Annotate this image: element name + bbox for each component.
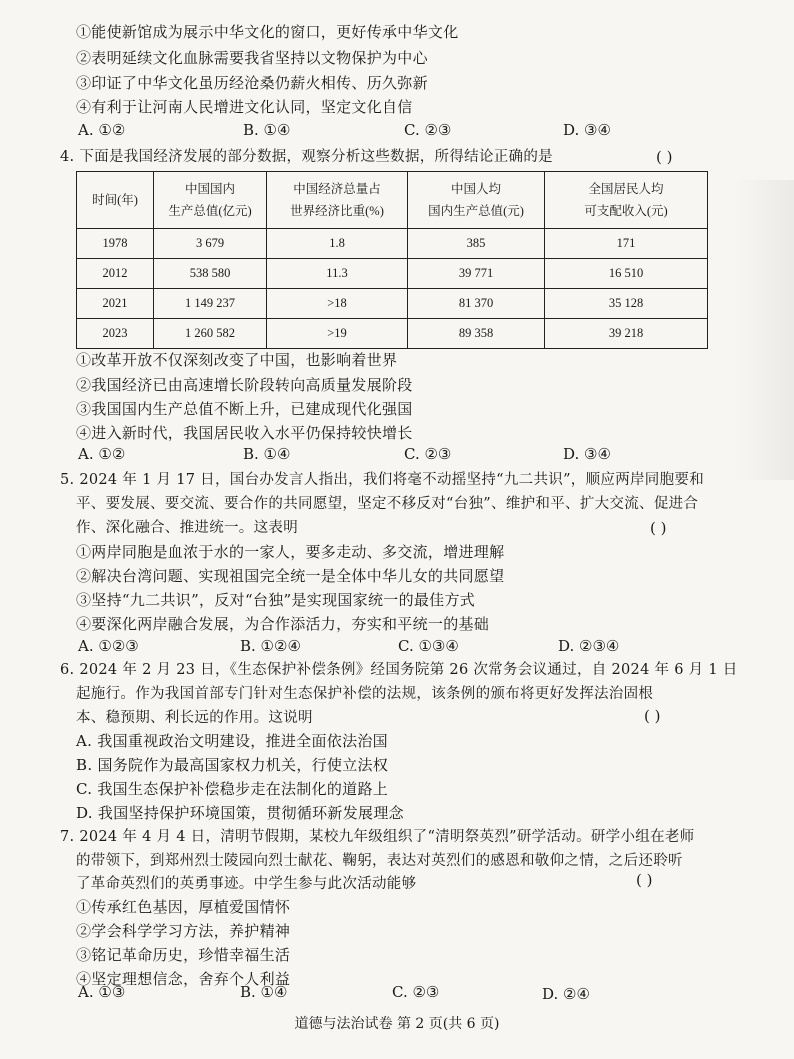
q4-item-3: ③我国国内生产总值不断上升，已建成现代化强国: [76, 400, 413, 418]
col-header-year: 时间(年): [77, 172, 154, 229]
top-item-2: ②表明延续文化血脉需要我省坚持以文物保护为中心: [76, 49, 428, 67]
q7-item-3: ③铭记革命历史，珍惜幸福生活: [76, 946, 291, 964]
q7-stem-line-2: 的带领下，到郑州烈士陵园向烈士献花、鞠躬，表达对英烈们的感恩和敬仰之情，之后还聆听: [76, 853, 683, 869]
q4-item-4: ④进入新时代，我国居民收入水平仍保持较快增长: [76, 424, 413, 442]
q5-stem-line-1: 5. 2024 年 1 月 17 日，国台办发言人指出，我们将毫不动摇坚持“九二共识”，顺应两岸同胞要和: [60, 472, 704, 488]
table-cell: 89 358: [408, 319, 545, 349]
q7-option-a: A. ①③: [78, 983, 126, 1001]
scan-shadow: [734, 180, 794, 480]
q5-option-b: B. ①②④: [240, 637, 301, 655]
table-cell: 81 370: [408, 289, 545, 319]
q7-item-4: ④坚定理想信念，舍弃个人利益: [76, 970, 291, 988]
table-cell: >19: [267, 319, 408, 349]
table-cell: 2023: [77, 319, 154, 349]
q5-option-a: A. ①②③: [78, 637, 139, 655]
q5-item-2: ②解决台湾问题、实现祖国完全统一是全体中华儿女的共同愿望: [76, 567, 505, 585]
q5-item-4: ④要深化两岸融合发展，为合作添活力，夯实和平统一的基础: [76, 615, 490, 633]
top-option-c: C. ②③: [404, 121, 452, 139]
table-header-row: [77, 172, 708, 229]
q4-option-d: D. ③④: [563, 445, 611, 463]
q5-answer-paren: ( ): [650, 519, 667, 537]
table-cell: 1.8: [267, 229, 408, 259]
q4-item-1: ①改革开放不仅深刻改变了中国，也影响着世界: [76, 351, 398, 369]
q4-stem: 4. 下面是我国经济发展的部分数据，观察分析这些数据，所得结论正确的是: [60, 149, 553, 165]
table-cell: 39 218: [545, 319, 708, 349]
q6-option-d: D. 我国坚持保护环境国策，贯彻循环新发展理念: [76, 804, 404, 822]
q4-option-c: C. ②③: [404, 445, 452, 463]
q5-option-c: C. ①③④: [398, 637, 459, 655]
table-cell: >18: [267, 289, 408, 319]
col-header-income: 全国居民人均 可支配收入(元): [545, 172, 708, 229]
q6-stem-line-1: 6. 2024 年 2 月 23 日，《生态保护补偿条例》经国务院第 26 次常务会议通过，自 2024 年 6 月 1 日: [60, 662, 738, 678]
table-cell: 39 771: [408, 259, 545, 289]
q4-answer-paren: ( ): [656, 148, 673, 166]
page-footer: 道德与法治试卷 第 2 页(共 6 页): [294, 1016, 500, 1032]
table-cell: 11.3: [267, 259, 408, 289]
table-cell: 1978: [77, 229, 154, 259]
q6-option-c: C. 我国生态保护补偿稳步走在法制化的道路上: [76, 780, 389, 798]
col-header-world-share: 中国经济总量占 世界经济比重(%): [267, 172, 408, 229]
col-header-per-capita-gdp: 中国人均 国内生产总值(元): [408, 172, 545, 229]
q5-option-d: D. ②③④: [558, 637, 620, 655]
table-cell: 16 510: [545, 259, 708, 289]
table-cell: 171: [545, 229, 708, 259]
top-item-4: ④有利于让河南人民增进文化认同，坚定文化自信: [76, 98, 413, 116]
table-cell: 2021: [77, 289, 154, 319]
top-option-d: D. ③④: [563, 121, 611, 139]
economy-table: [76, 171, 708, 349]
col-header-gdp: 中国国内 生产总值(亿元): [154, 172, 267, 229]
table-cell: 1 260 582: [154, 319, 267, 349]
q5-stem-line-2: 平、要发展、要交流、要合作的共同愿望，坚定不移反对“台独”、维护和平、扩大交流、促进合: [76, 496, 699, 512]
top-item-1: ①能使新馆成为展示中华文化的窗口，更好传承中华文化: [76, 23, 459, 41]
q6-stem-line-2: 起施行。作为我国首部专门针对生态保护补偿的法规，该条例的颁布将更好发挥法治固根: [76, 686, 654, 702]
table-row: [77, 259, 708, 289]
q6-option-b: B. 国务院作为最高国家权力机关，行使立法权: [76, 756, 389, 774]
q4-option-b: B. ①④: [243, 445, 291, 463]
q7-option-d: D. ②④: [542, 985, 590, 1003]
table-cell: 538 580: [154, 259, 267, 289]
q7-item-2: ②学会科学学习方法，养护精神: [76, 922, 291, 940]
table-cell: 1 149 237: [154, 289, 267, 319]
top-option-b: B. ①④: [243, 121, 291, 139]
q4-item-2: ②我国经济已由高速增长阶段转向高质量发展阶段: [76, 376, 413, 394]
q6-option-a: A. 我国重视政治文明建设，推进全面依法治国: [76, 732, 388, 750]
q5-item-3: ③坚持“九二共识”，反对“台独”是实现国家统一的最佳方式: [76, 591, 476, 609]
table-cell: 2012: [77, 259, 154, 289]
table-cell: 3 679: [154, 229, 267, 259]
top-option-a: A. ①②: [78, 121, 126, 139]
q6-stem-line-3: 本、稳预期、利长远的作用。这说明: [76, 710, 313, 726]
q6-answer-paren: ( ): [644, 707, 661, 725]
table-cell: 35 128: [545, 289, 708, 319]
q5-stem-line-3: 作、深化融合、推进统一。这表明: [76, 520, 298, 536]
q7-stem-line-3: 了革命英烈们的英勇事迹。中学生参与此次活动能够: [76, 876, 417, 892]
table-cell: 385: [408, 229, 545, 259]
table-row: [77, 289, 708, 319]
table-row: [77, 319, 708, 349]
q4-option-a: A. ①②: [78, 445, 126, 463]
q7-option-c: C. ②③: [392, 983, 440, 1001]
table-row: [77, 229, 708, 259]
top-item-3: ③印证了中华文化虽历经沧桑仍薪火相传、历久弥新: [76, 74, 428, 92]
q5-item-1: ①两岸同胞是血浓于水的一家人，要多走动、多交流，增进理解: [76, 543, 505, 561]
q7-stem-line-1: 7. 2024 年 4 月 4 日，清明节假期，某校九年级组织了“清明祭英烈”研学活动。研学小组在老师: [60, 829, 695, 845]
q7-answer-paren: ( ): [636, 871, 653, 889]
q7-option-b: B. ①④: [240, 983, 288, 1001]
q7-item-1: ①传承红色基因，厚植爱国情怀: [76, 898, 291, 916]
